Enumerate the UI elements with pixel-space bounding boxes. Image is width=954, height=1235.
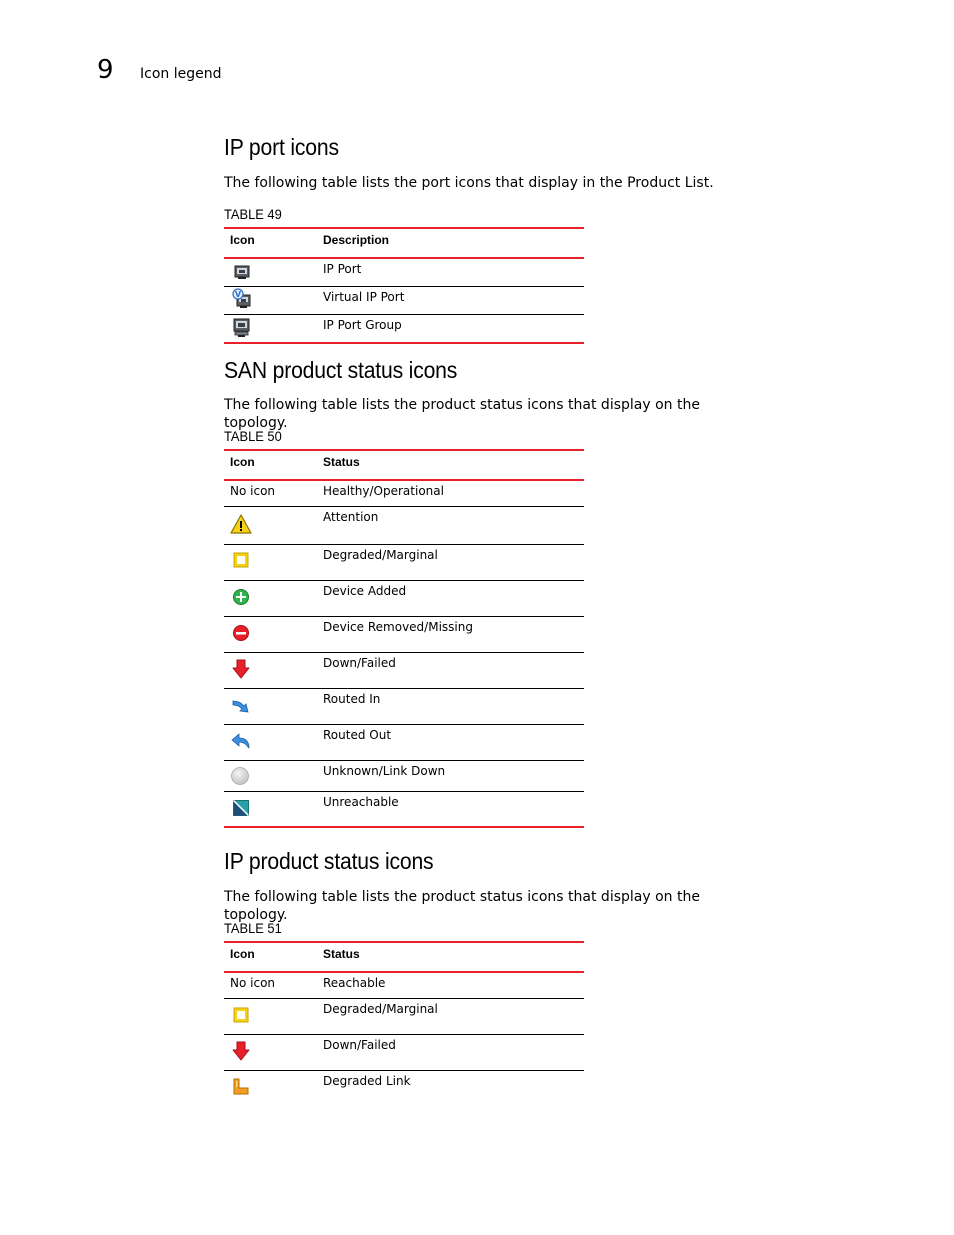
status-cell: Routed Out: [317, 724, 584, 760]
status-cell: Device Removed/Missing: [317, 616, 584, 652]
status-cell: Reachable: [317, 972, 584, 998]
device-added-icon: [233, 589, 253, 609]
section-title: SAN product status icons: [224, 357, 458, 383]
column-header-icon: Icon: [224, 228, 317, 258]
table-row: [224, 315, 584, 344]
chapter-title: Icon legend: [140, 66, 222, 82]
status-cell: Routed In: [317, 688, 584, 724]
section-ip-port-icons: [224, 133, 744, 332]
status-cell: Unknown/Link Down: [317, 760, 584, 791]
status-cell: Attention: [317, 506, 584, 544]
table-row: [224, 580, 584, 616]
unknown-link-down-icon: [231, 767, 251, 787]
chapter-number: 9: [97, 55, 114, 85]
section-title: IP port icons: [224, 134, 339, 160]
section-intro: The following table lists the product status icons that display on the topology.: [224, 397, 700, 431]
section-intro: The following table lists the product status icons that display on the topology.: [224, 889, 700, 923]
table-row: [224, 506, 584, 544]
table-row: [224, 1034, 584, 1070]
table-row: [224, 652, 584, 688]
unreachable-icon: [233, 800, 253, 820]
virtual-ip-port-icon: [232, 288, 252, 308]
description-cell: IP Port: [317, 258, 584, 287]
table-row: [224, 544, 584, 580]
section-san-status-icons: [224, 356, 744, 809]
status-cell: Unreachable: [317, 791, 584, 827]
ip-port-table: [224, 227, 584, 344]
table-caption: TABLE 49: [224, 206, 282, 222]
column-header-status: Status: [317, 450, 584, 480]
description-cell: Virtual IP Port: [317, 287, 584, 315]
section-title: IP product status icons: [224, 848, 434, 874]
column-header-description: Description: [317, 228, 584, 258]
degraded-link-icon: [232, 1078, 252, 1098]
table-caption: TABLE 50: [224, 428, 282, 444]
status-cell: Down/Failed: [317, 1034, 584, 1070]
device-removed-icon: [233, 625, 253, 645]
description-cell: IP Port Group: [317, 315, 584, 344]
section-intro: The following table lists the port icons that display in the Product List.: [224, 175, 714, 191]
table-row: [224, 287, 584, 315]
status-cell: Healthy/Operational: [317, 480, 584, 506]
status-cell: Degraded/Marginal: [317, 544, 584, 580]
table-row: [224, 791, 584, 827]
down-failed-icon: [232, 659, 252, 679]
routed-in-icon: [232, 698, 252, 718]
column-header-status: Status: [317, 942, 584, 972]
status-cell: Degraded Link: [323, 1073, 411, 1088]
svg-text:V: V: [234, 290, 242, 299]
table-row: [224, 724, 584, 760]
table-caption: TABLE 51: [224, 920, 282, 936]
status-cell: Device Added: [317, 580, 584, 616]
table-row: [224, 972, 584, 998]
icon-cell-text: No icon: [224, 972, 317, 998]
ip-port-icon: [234, 264, 254, 284]
attention-icon: [230, 514, 250, 534]
routed-out-icon: [231, 733, 251, 753]
ip-port-group-icon: [232, 318, 252, 338]
degraded-marginal-icon: [233, 1007, 253, 1027]
table-row: [224, 258, 584, 287]
table-row: [224, 480, 584, 506]
san-status-table: [224, 449, 584, 828]
table-row: [224, 1070, 584, 1100]
section-ip-status-icons: [224, 847, 744, 1088]
table-row: [224, 760, 584, 791]
degraded-marginal-icon: [233, 552, 253, 572]
table-row: [224, 998, 584, 1034]
down-failed-icon: [232, 1041, 252, 1061]
column-header-icon: Icon: [224, 450, 317, 480]
status-cell: Degraded/Marginal: [317, 998, 584, 1034]
status-cell: Down/Failed: [317, 652, 584, 688]
column-header-icon: Icon: [224, 942, 317, 972]
icon-cell-text: No icon: [224, 480, 317, 506]
table-row: [224, 616, 584, 652]
table-row: [224, 688, 584, 724]
ip-status-table: [224, 941, 584, 1100]
